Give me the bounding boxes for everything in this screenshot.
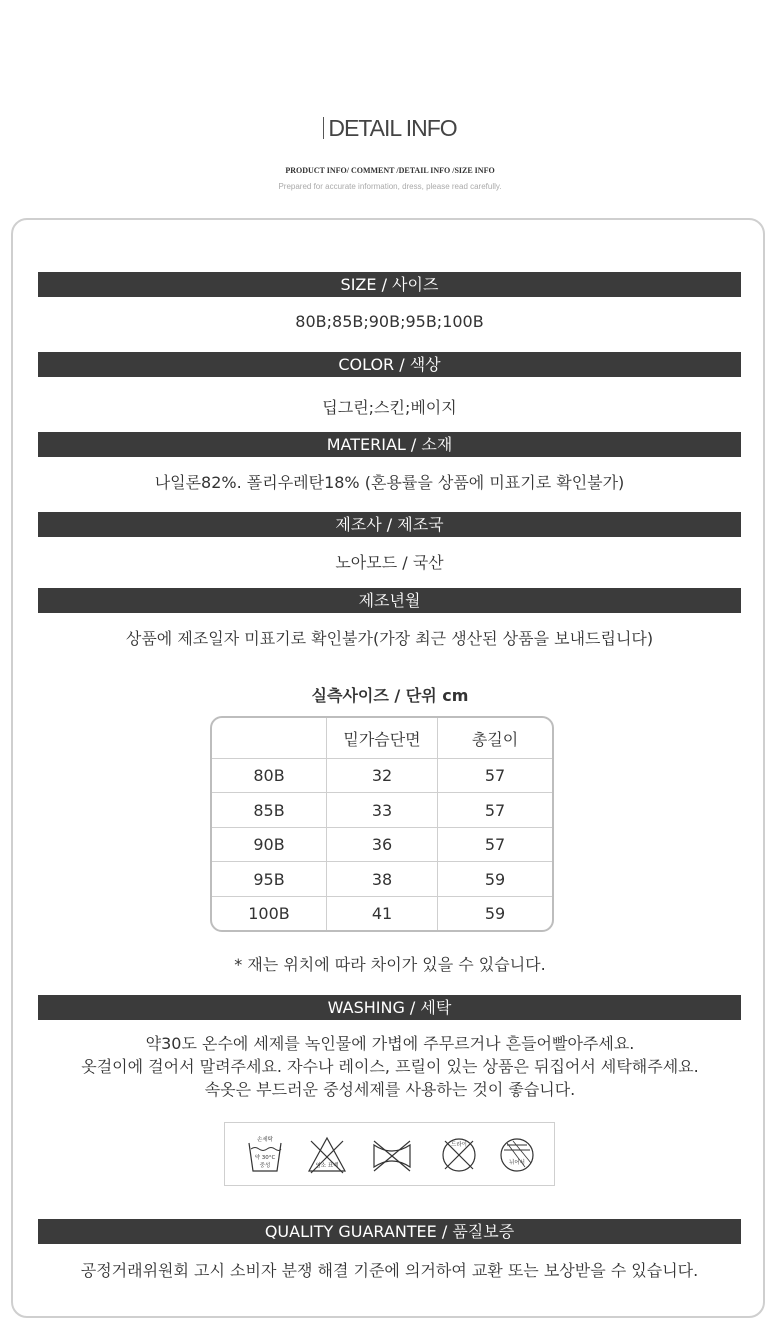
- table-cell: 57: [438, 793, 553, 827]
- table-row: [212, 896, 552, 930]
- table-cell: 80B: [212, 759, 327, 793]
- page-title-text: DETAIL INFO: [328, 115, 457, 141]
- hand-wash-icon: [243, 1133, 287, 1177]
- table-cell: 41: [327, 896, 438, 930]
- table-cell: 59: [438, 896, 553, 930]
- table-header-cell: [212, 718, 327, 759]
- maker-header: 제조사 / 제조국: [38, 512, 741, 537]
- size-header: SIZE / 사이즈: [38, 272, 741, 297]
- size-value: 80B;85B;90B;95B;100B: [295, 312, 484, 331]
- washing-line: 옷걸이에 걸어서 말려주세요. 자수나 레이스, 프릴이 있는 상품은 뒤집어서 세탁해주세요.: [81, 1057, 699, 1076]
- no-dryer-icon: [437, 1133, 481, 1177]
- date-header: 제조년월: [38, 588, 741, 613]
- no-bleach-text: 염소 표백: [315, 1163, 339, 1169]
- table-cell: 38: [327, 862, 438, 896]
- material-header: MATERIAL / 소재: [38, 432, 741, 457]
- date-value: 상품에 제조일자 미표기로 확인불가(가장 최근 생산된 상품을 보내드립니다): [125, 629, 654, 648]
- quality-text: 공정거래위원회 고시 소비자 분쟁 해결 기준에 의거하여 교환 또는 보상받을 수 있습니다.: [80, 1261, 699, 1280]
- table-cell: 100B: [212, 896, 327, 930]
- size-table-note: * 재는 위치에 따라 차이가 있을 수 있습니다.: [234, 955, 546, 974]
- page-title: [0, 115, 780, 142]
- table-row: [212, 793, 552, 827]
- washing-line: 속옷은 부드러운 중성세제를 사용하는 것이 좋습니다.: [204, 1080, 576, 1099]
- table-cell: 32: [327, 759, 438, 793]
- flat-dry-text: 뉘어서: [509, 1160, 525, 1166]
- table-cell: 85B: [212, 793, 327, 827]
- hand-wash-bottom-text: 중성: [259, 1163, 271, 1169]
- table-cell: 95B: [212, 862, 327, 896]
- hand-wash-top-text: 손세탁: [257, 1137, 273, 1143]
- table-row: [212, 862, 552, 896]
- table-row: [212, 759, 552, 793]
- page-subtitle: PRODUCT INFO/ COMMENT /DETAIL INFO /SIZE INFO: [285, 166, 495, 175]
- table-header-cell: 총길이: [438, 718, 553, 759]
- no-bleach-icon: [305, 1133, 349, 1177]
- table-cell: 57: [438, 759, 553, 793]
- table-header-row: [212, 718, 552, 759]
- washing-instructions: [0, 1032, 780, 1101]
- table-cell: 33: [327, 793, 438, 827]
- title-divider: [323, 117, 324, 139]
- table-header-cell: 밑가슴단면: [327, 718, 438, 759]
- material-value: 나일론82%. 폴리우레탄18% (혼용률을 상품에 미표기로 확인불가): [154, 473, 625, 492]
- table-cell: 59: [438, 862, 553, 896]
- no-dryer-text: 드라이: [451, 1142, 467, 1148]
- color-value: 딥그린;스킨;베이지: [322, 398, 457, 417]
- size-table-title: 실측사이즈 / 단위 cm: [311, 686, 469, 705]
- washing-line: 약30도 온수에 세제를 녹인물에 가볍에 주무르거나 흔들어빨아주세요.: [145, 1034, 635, 1053]
- table-cell: 36: [327, 827, 438, 861]
- size-table: [210, 716, 554, 932]
- table-cell: 90B: [212, 827, 327, 861]
- color-header: COLOR / 색상: [38, 352, 741, 377]
- no-wring-icon: [370, 1133, 414, 1177]
- table-cell: 57: [438, 827, 553, 861]
- maker-value: 노아모드 / 국산: [335, 553, 444, 572]
- washing-header: WASHING / 세탁: [38, 995, 741, 1020]
- page-note: Prepared for accurate information, dress, please read carefully.: [278, 182, 502, 191]
- quality-header: QUALITY GUARANTEE / 품질보증: [38, 1219, 741, 1244]
- flat-dry-icon: [495, 1133, 539, 1177]
- care-icons-box: [224, 1122, 555, 1186]
- hand-wash-mid-text: 약 30°C: [254, 1155, 276, 1161]
- table-row: [212, 827, 552, 861]
